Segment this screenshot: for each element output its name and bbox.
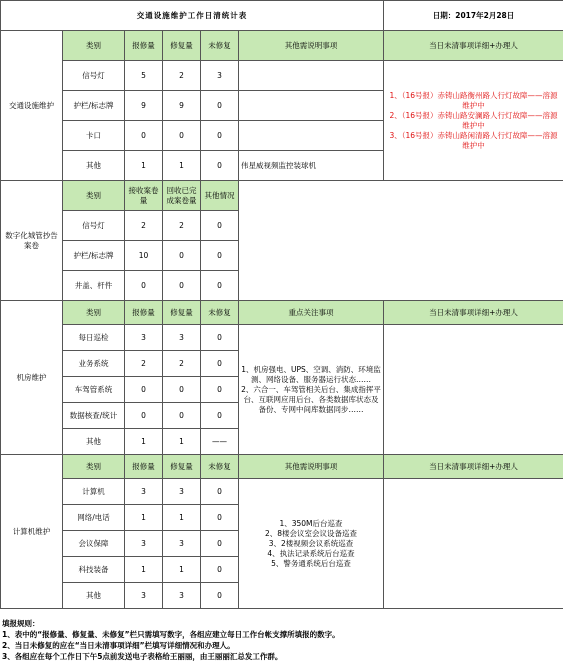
col-category: 类别 bbox=[63, 455, 125, 479]
empty-cell bbox=[384, 325, 563, 455]
row-received: 10 bbox=[125, 241, 163, 271]
row-other: 0 bbox=[201, 211, 239, 241]
row-repaired: 3 bbox=[163, 479, 201, 505]
row-category: 每日巡检 bbox=[63, 325, 125, 351]
col-focus: 重点关注事项 bbox=[239, 301, 384, 325]
row-repaired: 1 bbox=[163, 429, 201, 455]
row-note: 伟星威视频监控装球机 bbox=[239, 151, 384, 181]
row-reported: 3 bbox=[125, 583, 163, 609]
col-pending: 当日未清事项详细+办理人 bbox=[384, 455, 563, 479]
row-repaired: 3 bbox=[163, 325, 201, 351]
row-completed: 2 bbox=[163, 211, 201, 241]
row-repaired: 2 bbox=[163, 351, 201, 377]
row-category: 计算机 bbox=[63, 479, 125, 505]
row-category: 其他 bbox=[63, 583, 125, 609]
row-note bbox=[239, 61, 384, 91]
row-reported: 2 bbox=[125, 351, 163, 377]
empty-cell bbox=[239, 181, 563, 301]
row-reported: 9 bbox=[125, 91, 163, 121]
section-traffic-facility: 交通设施维护 bbox=[1, 31, 63, 181]
col-category: 类别 bbox=[63, 301, 125, 325]
row-reported: 1 bbox=[125, 505, 163, 531]
row-unrepaired: —— bbox=[201, 429, 239, 455]
row-category: 其他 bbox=[63, 429, 125, 455]
row-completed: 0 bbox=[163, 241, 201, 271]
row-reported: 0 bbox=[125, 121, 163, 151]
row-category: 业务系统 bbox=[63, 351, 125, 377]
row-other: 0 bbox=[201, 241, 239, 271]
row-unrepaired: 3 bbox=[201, 61, 239, 91]
row-category: 车驾管系统 bbox=[63, 377, 125, 403]
col-reported: 报修量 bbox=[125, 301, 163, 325]
report-date: 日期：2017年2月28日 bbox=[384, 1, 563, 31]
row-repaired: 1 bbox=[163, 151, 201, 181]
row-note bbox=[239, 91, 384, 121]
col-pending: 当日未清事项详细+办理人 bbox=[384, 31, 563, 61]
pending-item: 3、（16号报）赤铸山路闲清路人行灯故障——溶源维护中 bbox=[389, 130, 558, 150]
rules-heading: 填报规则： bbox=[2, 619, 40, 628]
row-reported: 3 bbox=[125, 531, 163, 557]
row-repaired: 1 bbox=[163, 557, 201, 583]
col-completed: 回收已完成案卷量 bbox=[163, 181, 201, 211]
row-repaired: 0 bbox=[163, 121, 201, 151]
computer-notes: 1、350M后台巡查 2、8楼会议室会议设备巡查 3、2楼视频会议系统巡查 4、执法记录系统后台巡查 5、警务通系统后台巡查 bbox=[239, 479, 384, 609]
row-reported: 1 bbox=[125, 151, 163, 181]
row-unrepaired: 0 bbox=[201, 351, 239, 377]
row-reported: 1 bbox=[125, 557, 163, 583]
row-unrepaired: 0 bbox=[201, 121, 239, 151]
row-category: 其他 bbox=[63, 151, 125, 181]
row-repaired: 3 bbox=[163, 583, 201, 609]
row-category: 卡口 bbox=[63, 121, 125, 151]
col-category: 类别 bbox=[63, 31, 125, 61]
col-notes: 其他需说明事项 bbox=[239, 455, 384, 479]
row-unrepaired: 0 bbox=[201, 151, 239, 181]
col-unrepaired: 未修复 bbox=[201, 455, 239, 479]
rule-line: 2、当日未修复的应在“当日未清事项详细”栏填写详细情况和办理人。 bbox=[2, 641, 235, 650]
rule-line: 1、表中的“报修量、修复量、未修复”栏只需填写数字，各组应建立每日工作台帐支撑所填报的数字。 bbox=[2, 630, 340, 639]
row-category: 数据核查/统计 bbox=[63, 403, 125, 429]
row-reported: 0 bbox=[125, 377, 163, 403]
sheet-title: 交通设施维护工作日清统计表 bbox=[1, 1, 384, 31]
row-unrepaired: 0 bbox=[201, 479, 239, 505]
col-repaired: 修复量 bbox=[163, 455, 201, 479]
row-unrepaired: 0 bbox=[201, 403, 239, 429]
pending-items-cell bbox=[384, 61, 563, 181]
row-unrepaired: 0 bbox=[201, 91, 239, 121]
fill-rules bbox=[2, 618, 562, 662]
row-category: 井盖、杆件 bbox=[63, 271, 125, 301]
pending-item: 1、（16号报）赤铸山路衡州路人行灯故障——溶源维护中 bbox=[389, 90, 558, 110]
col-repaired: 修复量 bbox=[163, 301, 201, 325]
row-reported: 3 bbox=[125, 479, 163, 505]
col-unrepaired: 未修复 bbox=[201, 31, 239, 61]
col-pending: 当日未清事项详细+办理人 bbox=[384, 301, 563, 325]
col-category: 类别 bbox=[63, 181, 125, 211]
focus-notes: 1、机房强电、UPS、空调、消防、环境监测、网络设备、服务器运行状态…… 2、六合一、车驾管相关后台、集成指挥平台、互联网应用后台、各类数据库状态及备份、专网中间库数据同步…… bbox=[239, 325, 384, 455]
col-received: 接收案卷量 bbox=[125, 181, 163, 211]
row-category: 护栏/标志牌 bbox=[63, 91, 125, 121]
col-other: 其他情况 bbox=[201, 181, 239, 211]
row-completed: 0 bbox=[163, 271, 201, 301]
row-category: 会议保障 bbox=[63, 531, 125, 557]
row-category: 护栏/标志牌 bbox=[63, 241, 125, 271]
row-reported: 1 bbox=[125, 429, 163, 455]
col-reported: 报修量 bbox=[125, 455, 163, 479]
section-digital-city: 数字化城管抄告案卷 bbox=[1, 181, 63, 301]
col-repaired: 修复量 bbox=[163, 31, 201, 61]
row-category: 科技装备 bbox=[63, 557, 125, 583]
row-unrepaired: 0 bbox=[201, 531, 239, 557]
col-unrepaired: 未修复 bbox=[201, 301, 239, 325]
col-notes: 其他需说明事项 bbox=[239, 31, 384, 61]
row-reported: 0 bbox=[125, 403, 163, 429]
row-reported: 5 bbox=[125, 61, 163, 91]
col-reported: 报修量 bbox=[125, 31, 163, 61]
row-other: 0 bbox=[201, 271, 239, 301]
row-received: 2 bbox=[125, 211, 163, 241]
row-note bbox=[239, 121, 384, 151]
row-repaired: 3 bbox=[163, 531, 201, 557]
empty-cell bbox=[384, 479, 563, 609]
row-category: 信号灯 bbox=[63, 211, 125, 241]
section-computer-maintenance: 计算机维护 bbox=[1, 455, 63, 609]
row-unrepaired: 0 bbox=[201, 583, 239, 609]
row-repaired: 2 bbox=[163, 61, 201, 91]
row-received: 0 bbox=[125, 271, 163, 301]
row-reported: 3 bbox=[125, 325, 163, 351]
row-unrepaired: 0 bbox=[201, 377, 239, 403]
rule-line: 3、各组应在每个工作日下午5点前发送电子表格给王丽丽，由王丽丽汇总发工作群。 bbox=[2, 652, 283, 661]
row-repaired: 0 bbox=[163, 377, 201, 403]
pending-item: 2、（16号报）赤铸山路安澜路人行灯故障——溶源维护中 bbox=[389, 110, 558, 130]
row-category: 网络/电话 bbox=[63, 505, 125, 531]
row-unrepaired: 0 bbox=[201, 505, 239, 531]
section-machine-room: 机房维护 bbox=[1, 301, 63, 455]
row-repaired: 0 bbox=[163, 403, 201, 429]
row-repaired: 9 bbox=[163, 91, 201, 121]
row-repaired: 1 bbox=[163, 505, 201, 531]
row-category: 信号灯 bbox=[63, 61, 125, 91]
row-unrepaired: 0 bbox=[201, 557, 239, 583]
row-unrepaired: 0 bbox=[201, 325, 239, 351]
